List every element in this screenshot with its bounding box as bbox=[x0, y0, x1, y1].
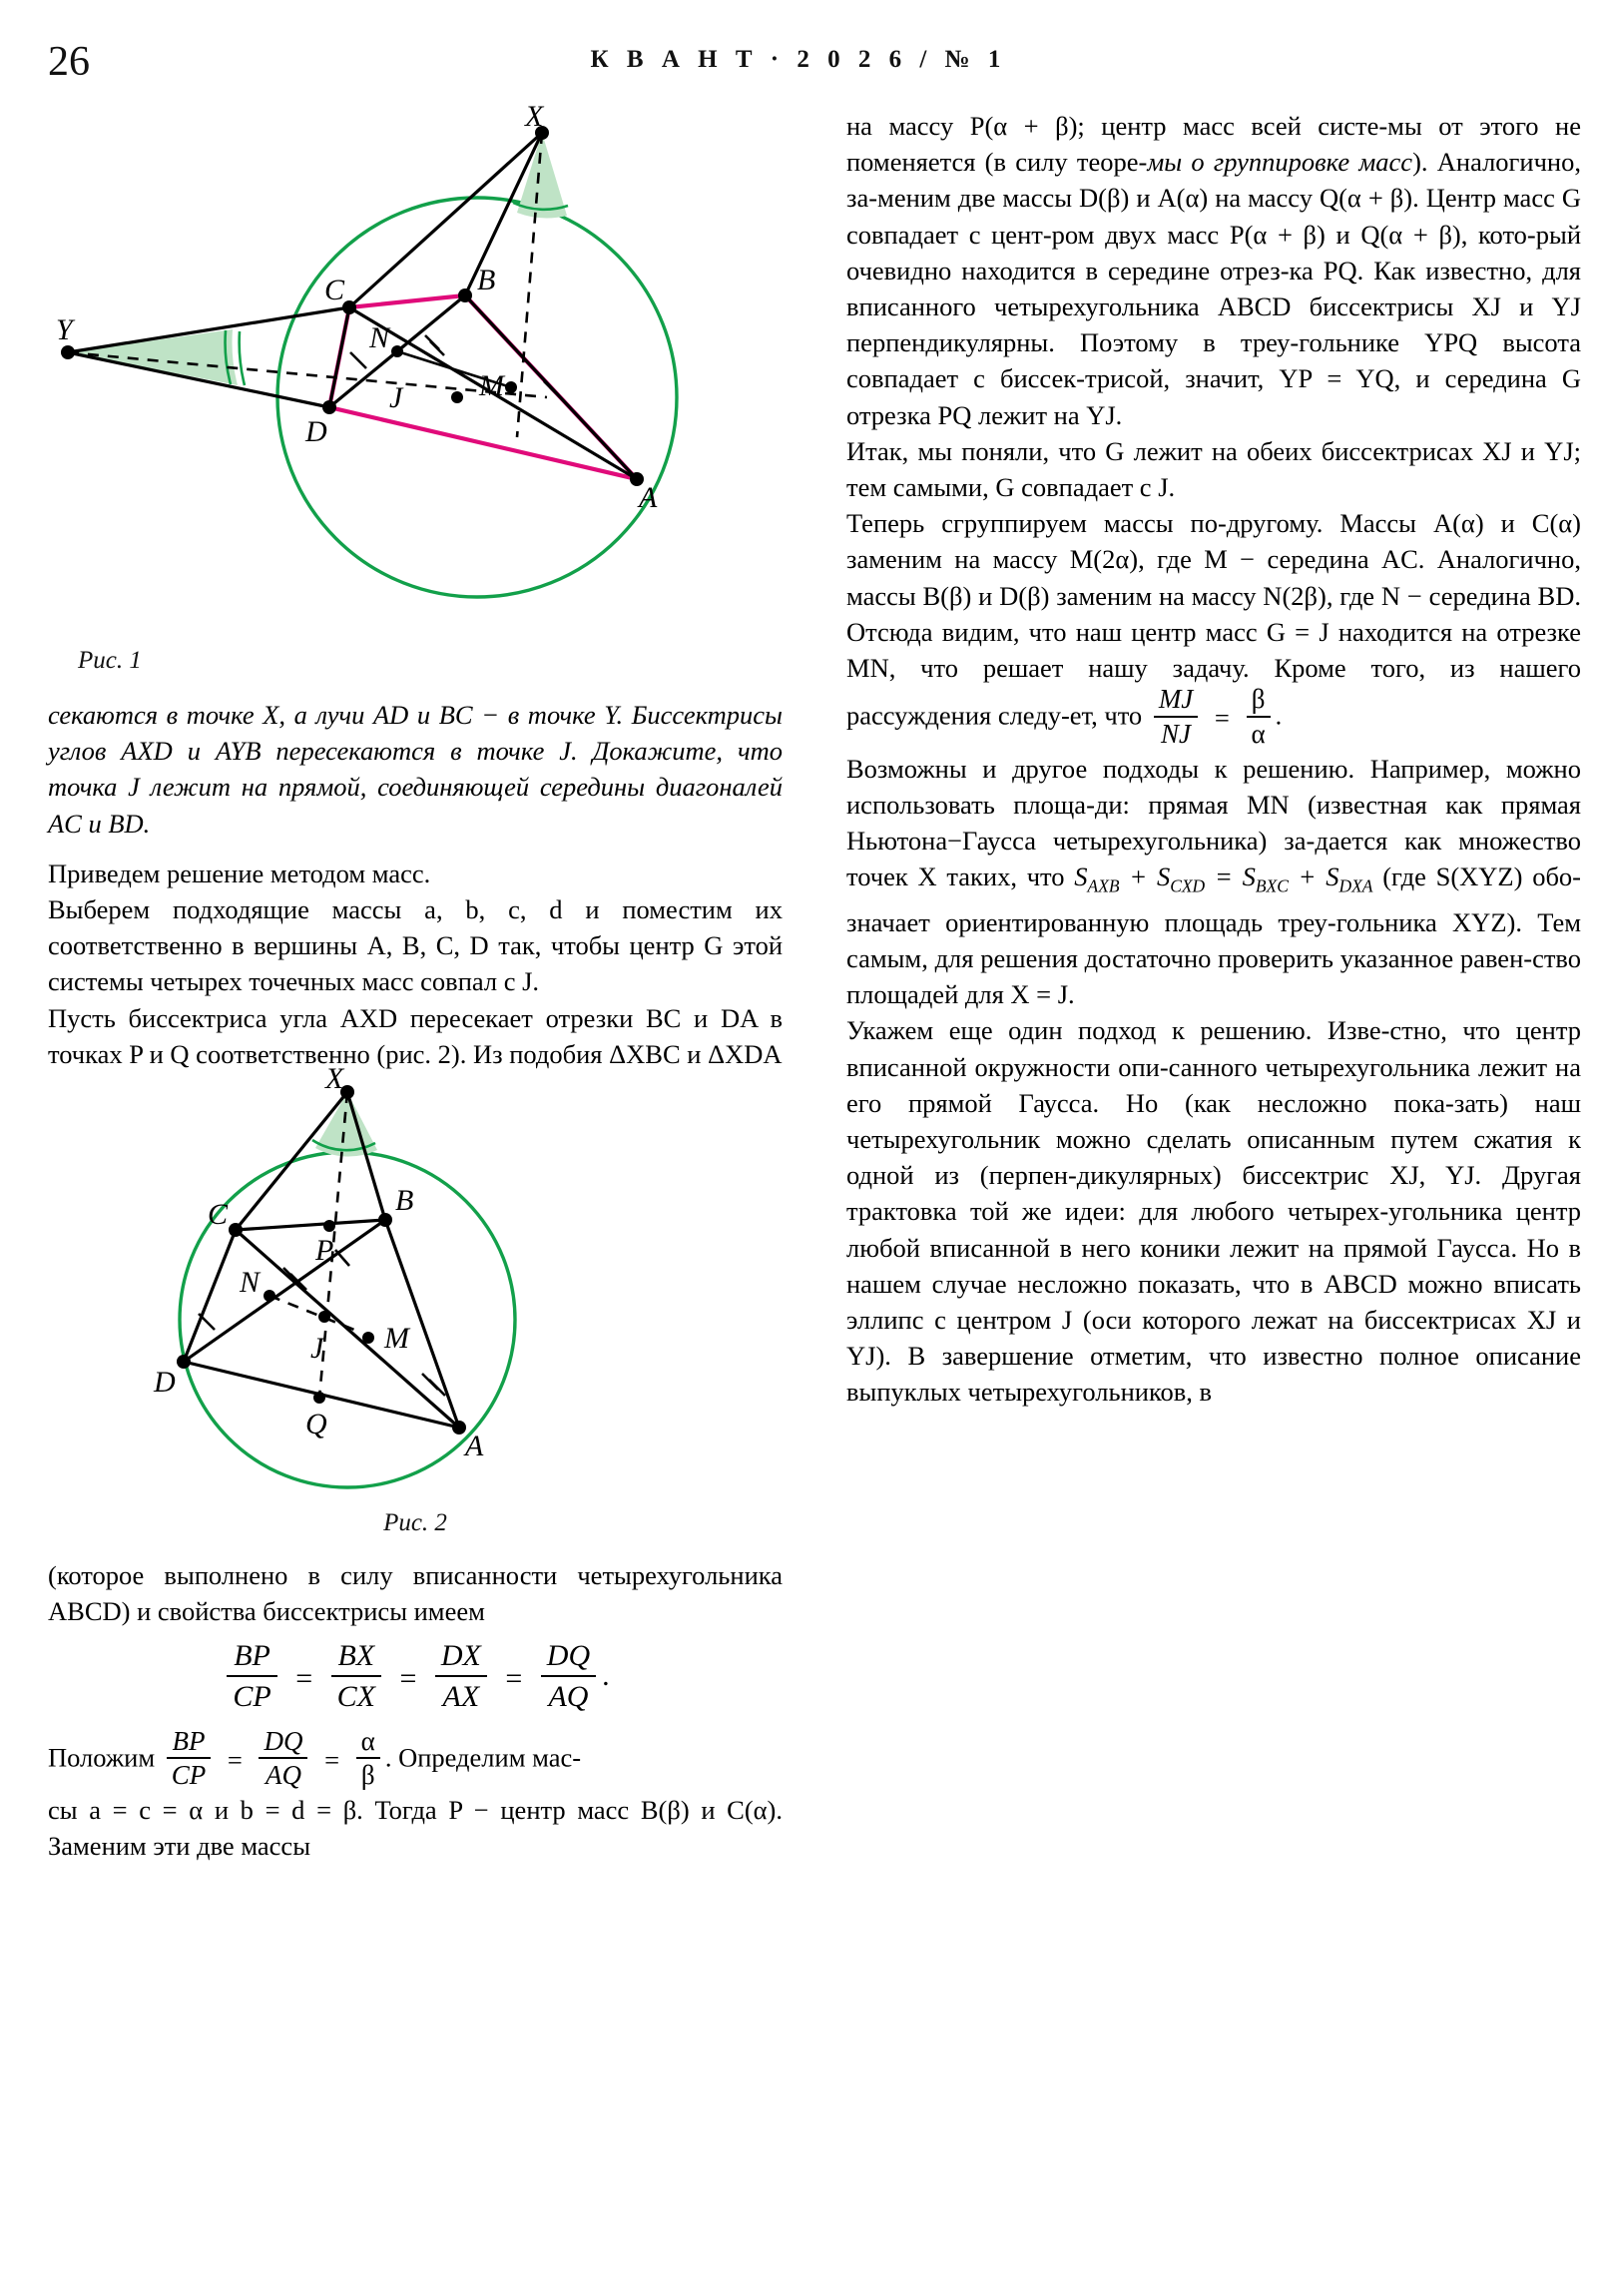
label-m-2: M bbox=[384, 1322, 409, 1356]
paragraph-r4 bbox=[846, 751, 1581, 1013]
label-j-2: J bbox=[310, 1332, 324, 1366]
right-column bbox=[846, 108, 1581, 1411]
figure-1-caption: Рис. 1 bbox=[78, 647, 142, 674]
frac-num: DX bbox=[435, 1639, 487, 1677]
inline-fraction-bp-cp bbox=[167, 1727, 212, 1791]
r1-b: ). Аналогично, за-меним две массы D(β) и A(α) на массу Q(α + β). Центр масс G совпадает с цент-ром двух масс P(α + β) и Q(α + β), кото-рый очевидно находится в середине отрез-ка PQ. Как известно, для вписанного четырехугольника ABCD биссектрисы XJ и YJ перпендикулярны. Поэтому в треу-гольнике YPQ высота совпадает с биссек-трисой, значит, YP = YQ, и середина G отрезка PQ лежит на YJ. bbox=[846, 147, 1581, 430]
left-column bbox=[48, 100, 783, 1864]
paragraph-method: Приведем решение методом масс. bbox=[48, 858, 431, 888]
frac-den: CP bbox=[233, 1680, 271, 1714]
label-x-2: X bbox=[325, 1062, 344, 1096]
angle-wedge-x bbox=[517, 133, 567, 218]
r4-text: Возможны и другое подходы к решению. Например, можно использовать площа-ди: прямая MN (известная как прямая Ньютона−Гаусса четырехугольника) за-дается как множество точек X таких, что bbox=[846, 753, 1581, 892]
figure-1 bbox=[48, 100, 783, 675]
paragraph-polozhim bbox=[48, 1725, 783, 1792]
equals-sign: = bbox=[1214, 703, 1230, 734]
paragraph-r5: Укажем еще один подход к решению. Изве-стно, что центр вписанной окружности опи-санного четырехугольника лежит на его прямой Гаусса. Но (как несложно пока-зать) наш четырехугольник можно сделать описанным путем сжатия к одной из (перпен-дикулярных) биссектрис XJ, YJ. Другая трактовка той же идеи: для любого четырех-угольника центр любой вписанной в него коники лежит на прямой Гаусса. Но в нашем случае несложно показать, что в ABCD можно вписать эллипс с центром J (оси которого лежат на биссектрисах XJ и YJ). В завершение отметим, что известно полное описание выпуклых четырехугольников, в bbox=[846, 1015, 1581, 1408]
label-d-2: D bbox=[154, 1366, 176, 1400]
frac-num: BX bbox=[331, 1639, 381, 1677]
paragraph-r1 bbox=[846, 108, 1581, 433]
angle-arc-y-2 bbox=[240, 331, 245, 385]
journal-title: К В А Н Т · 2 0 2 6 / № 1 bbox=[590, 46, 1007, 73]
equals-sign: = bbox=[505, 1661, 523, 1695]
figure-2 bbox=[48, 1062, 783, 1537]
frac-den: β bbox=[360, 1760, 375, 1791]
label-b-2: B bbox=[395, 1184, 414, 1218]
circumcircle bbox=[277, 198, 677, 597]
inline-fraction-dq-aq bbox=[259, 1727, 307, 1791]
problem-statement bbox=[48, 697, 783, 842]
page-number: 26 bbox=[48, 39, 90, 85]
label-a: A bbox=[639, 481, 658, 514]
paragraph-bisector: Пусть биссектриса угла AXD пересекает отрезки BC и DA в точках P и Q соответственно (рис. 2). Из подобия ΔXBC и ΔXDA bbox=[48, 1002, 783, 1069]
inline-fraction-beta-alpha bbox=[1247, 685, 1271, 749]
label-b: B bbox=[477, 264, 496, 296]
r1-italic: мы о группировке масс bbox=[1147, 147, 1413, 178]
label-p-2: P bbox=[315, 1234, 334, 1268]
r3-text: Теперь сгруппируем массы по-другому. Массы A(α) и C(α) заменим на массу M(2α), где M − середина AC. Аналогично, массы B(β) и D(β) заменим на массу N(2β), где N − середина BD. Отсюда видим, что наш центр масс G = J находится на отрезке MN, что решает нашу задачу. Кроме того, из нашего рассуждения следу-ет, что bbox=[846, 508, 1581, 731]
paragraph-r2: Итак, мы поняли, что G лежит на обеих биссектрисах XJ и YJ; тем самыми, G совпадает с J. bbox=[846, 435, 1581, 503]
frac-num: BP bbox=[227, 1639, 276, 1677]
areas-formula: $S_{AXB} + S_{CXD} = S_{BXC} + S_{DXA}$ bbox=[1074, 861, 1373, 896]
r1-a: на массу P(α + β); центр масс всей систе-мы от этого не поменяется (в силу теоре- bbox=[846, 111, 1581, 178]
fraction-bx-cx bbox=[331, 1639, 381, 1713]
formula-period: . bbox=[602, 1659, 610, 1693]
label-n-2: N bbox=[240, 1266, 261, 1300]
label-a-2: A bbox=[465, 1430, 484, 1463]
paragraph-masses-tail: сы a = c = α и b = d = β. Тогда P − центр масс B(β) и C(α). Заменим эти две массы bbox=[48, 1795, 783, 1862]
label-m: M bbox=[479, 369, 504, 402]
formula-chain bbox=[48, 1641, 783, 1715]
label-x: X bbox=[525, 100, 544, 133]
paragraph-choose-masses: Выберем подходящие массы a, b, c, d и поместим их соответственно в вершины A, B, C, D так, чтобы центр G этой системы четырех точечных масс совпал с J. bbox=[48, 894, 783, 997]
label-j: J bbox=[389, 381, 403, 414]
label-c: C bbox=[324, 274, 345, 306]
frac-den: CP bbox=[171, 1760, 207, 1791]
frac-num: α bbox=[356, 1727, 380, 1760]
frac-num: MJ bbox=[1154, 685, 1198, 718]
paragraph-r3 bbox=[846, 505, 1581, 750]
frac-den: AX bbox=[442, 1680, 480, 1714]
frac-num: β bbox=[1247, 685, 1271, 718]
inline-fraction-mj-nj bbox=[1154, 685, 1198, 749]
frac-den: CX bbox=[336, 1680, 375, 1714]
frac-den: AQ bbox=[265, 1760, 301, 1791]
label-q-2: Q bbox=[305, 1408, 327, 1441]
figure-2-drawing bbox=[48, 1062, 783, 1509]
r3-period: . bbox=[1275, 700, 1283, 731]
label-c-2: C bbox=[208, 1198, 229, 1232]
statement-text: секаются в точке X, а лучи AD и BC − в точке Y. Биссектрисы углов AXD и AYB пересекаются в точке J. Докажите, что точка J лежит на прямой, соединяющей середины диагоналей AC и BD. bbox=[48, 700, 783, 839]
running-head bbox=[0, 38, 1597, 86]
polozhim-tail: . Определим мас- bbox=[384, 1741, 582, 1772]
equals-sign: = bbox=[295, 1661, 313, 1695]
inline-fraction-alpha-beta bbox=[356, 1727, 380, 1791]
bisector-lines bbox=[68, 133, 547, 437]
r4-rest: (где S(XYZ) обо-значает ориентированную площадь треу-гольника XYZ). Тем самым, для решения достаточно проверить указанное равен-ство площадей для X = J. bbox=[846, 861, 1581, 1010]
figure-2-caption: Рис. 2 bbox=[383, 1509, 447, 1537]
paragraph-after-fig2: (которое выполнено в силу вписанности четырехугольника ABCD) и свойства биссектрисы имеем bbox=[48, 1560, 783, 1627]
fraction-dq-aq bbox=[541, 1639, 596, 1713]
label-n: N bbox=[369, 321, 390, 354]
frac-den: AQ bbox=[548, 1680, 589, 1714]
frac-num: DQ bbox=[541, 1639, 596, 1677]
equals-sign: = bbox=[399, 1661, 417, 1695]
label-d: D bbox=[305, 415, 327, 448]
fraction-bp-cp bbox=[227, 1639, 276, 1713]
frac-num: DQ bbox=[259, 1727, 307, 1760]
equals-sign: = bbox=[227, 1744, 243, 1775]
equals-sign: = bbox=[324, 1744, 340, 1775]
frac-den: NJ bbox=[1161, 718, 1192, 749]
fraction-dx-ax bbox=[435, 1639, 487, 1713]
polozhim-word: Положим bbox=[48, 1741, 156, 1772]
frac-den: α bbox=[1251, 718, 1266, 749]
frac-num: BP bbox=[167, 1727, 212, 1760]
figure-1-drawing bbox=[48, 100, 783, 647]
label-y: Y bbox=[56, 313, 73, 346]
